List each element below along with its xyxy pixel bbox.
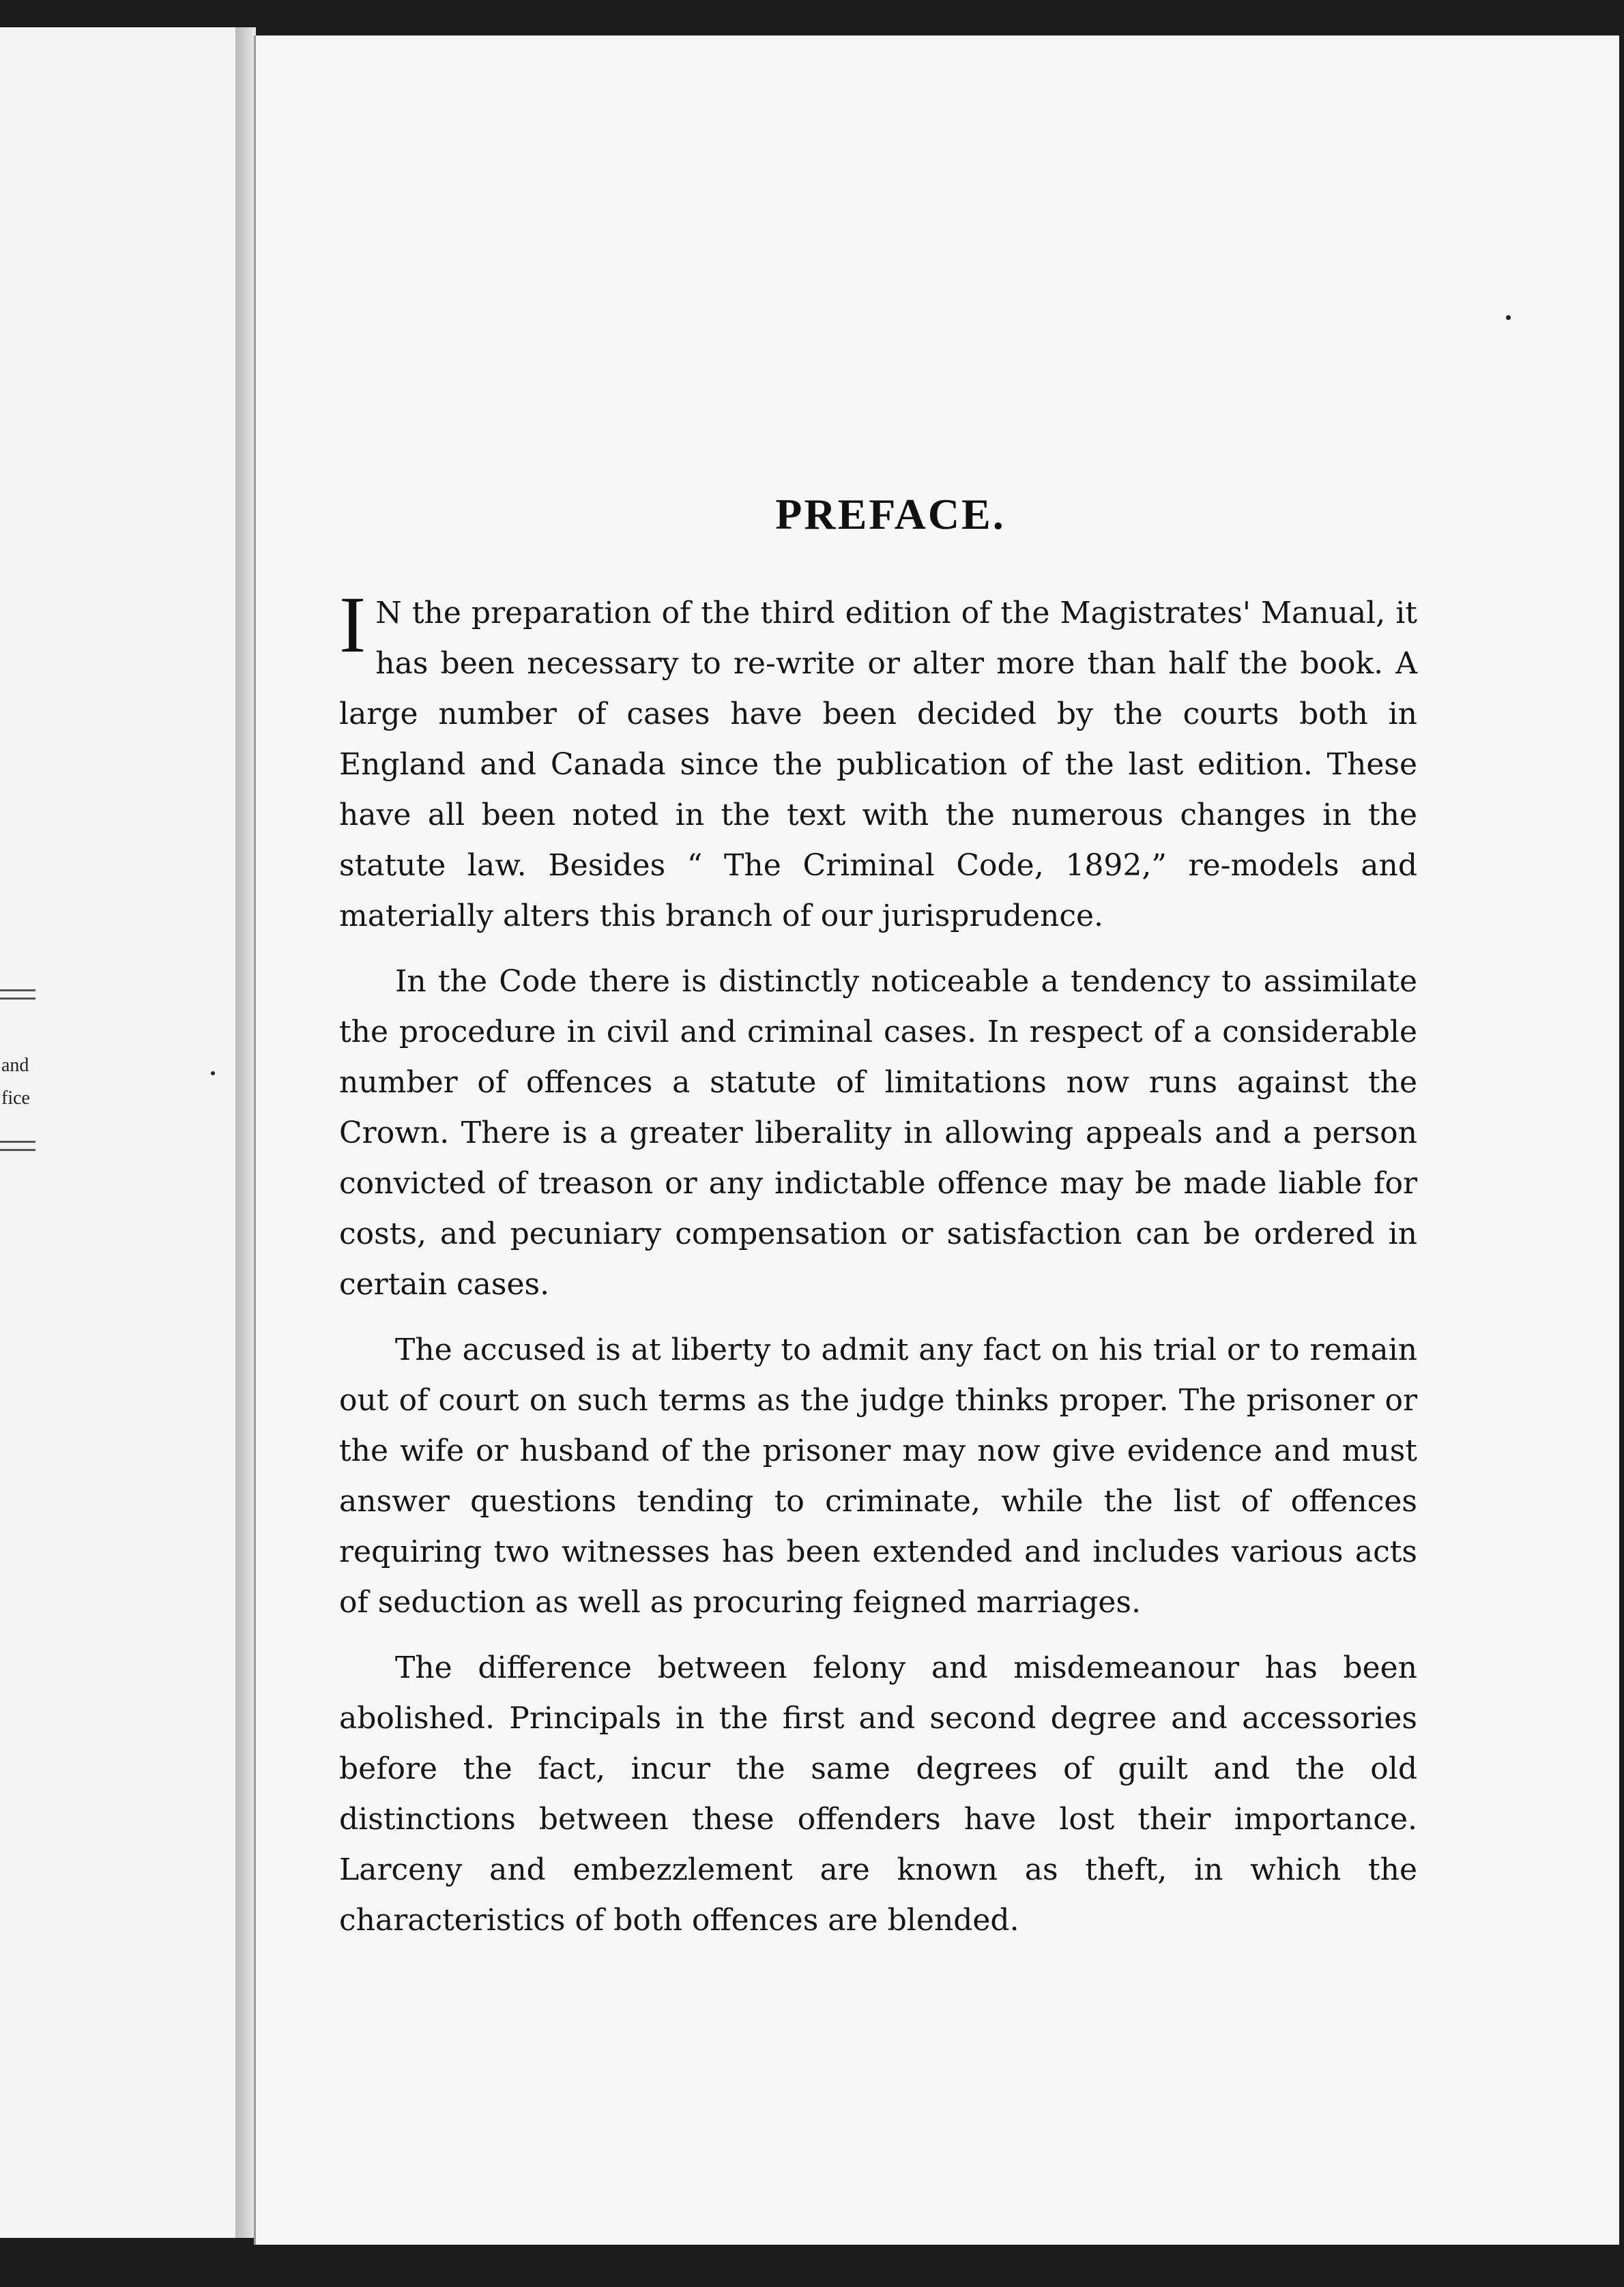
paragraph: The difference between felony and misdemeanour has been abolished. Principals in the first and second degree and accessories before the fact, incur the same degrees of guilt and the old distinctions between these offenders have lost their importance. Larceny and embezzlement are known as theft, in which the characteristics of both offences are blended. xyxy=(339,1650,1417,1938)
preface-body xyxy=(339,580,1417,1961)
paragraph xyxy=(339,580,1417,942)
scan-speck xyxy=(211,1071,215,1075)
preface-page xyxy=(254,35,1619,2245)
margin-word: and xyxy=(1,1055,29,1076)
margin-rule xyxy=(0,1141,35,1143)
margin-rule xyxy=(0,989,35,991)
book-gutter xyxy=(235,27,256,2238)
paragraph: In the Code there is distinctly noticeable a tendency to assimilate the procedure in civil and criminal cases. In respect of a considerable number of offences a statute of limitations now runs against the Crown. There is a greater liberality in allowing appeals and a person convicted of treason or any indictable offence may be made liable for costs, and pecuniary compensation or satisfaction can be ordered in certain cases. xyxy=(339,964,1417,1302)
page-title: PREFACE. xyxy=(775,490,1006,538)
paragraph-text: N the preparation of the third edition of the Magistrates' Manual, it has been necessary to re-write or alter more than half the book. A large number of cases have been decided by the courts both in England and Canada since the publication of the last edition. These have all been noted in the text with the numerous changes in the statute law. Besides “ The Criminal Code, 1892,” re-models and materially alters this branch of our jurisprudence. xyxy=(339,596,1417,933)
scan-speck xyxy=(1506,315,1511,320)
margin-rule xyxy=(0,1149,35,1151)
margin-rule xyxy=(0,997,35,1000)
left-facing-page xyxy=(0,27,238,2238)
margin-word: fice xyxy=(1,1088,30,1109)
paragraph: The accused is at liberty to admit any fact on his trial or to remain out of court on such terms as the judge thinks proper. The prisoner or the wife or husband of the prisoner may now give evidence and must answer questions tending to criminate, while the list of offences requiring two witnesses has been extended and includes various acts of seduction as well as procuring feigned marriages. xyxy=(339,1332,1417,1620)
drop-cap: I xyxy=(339,580,366,669)
